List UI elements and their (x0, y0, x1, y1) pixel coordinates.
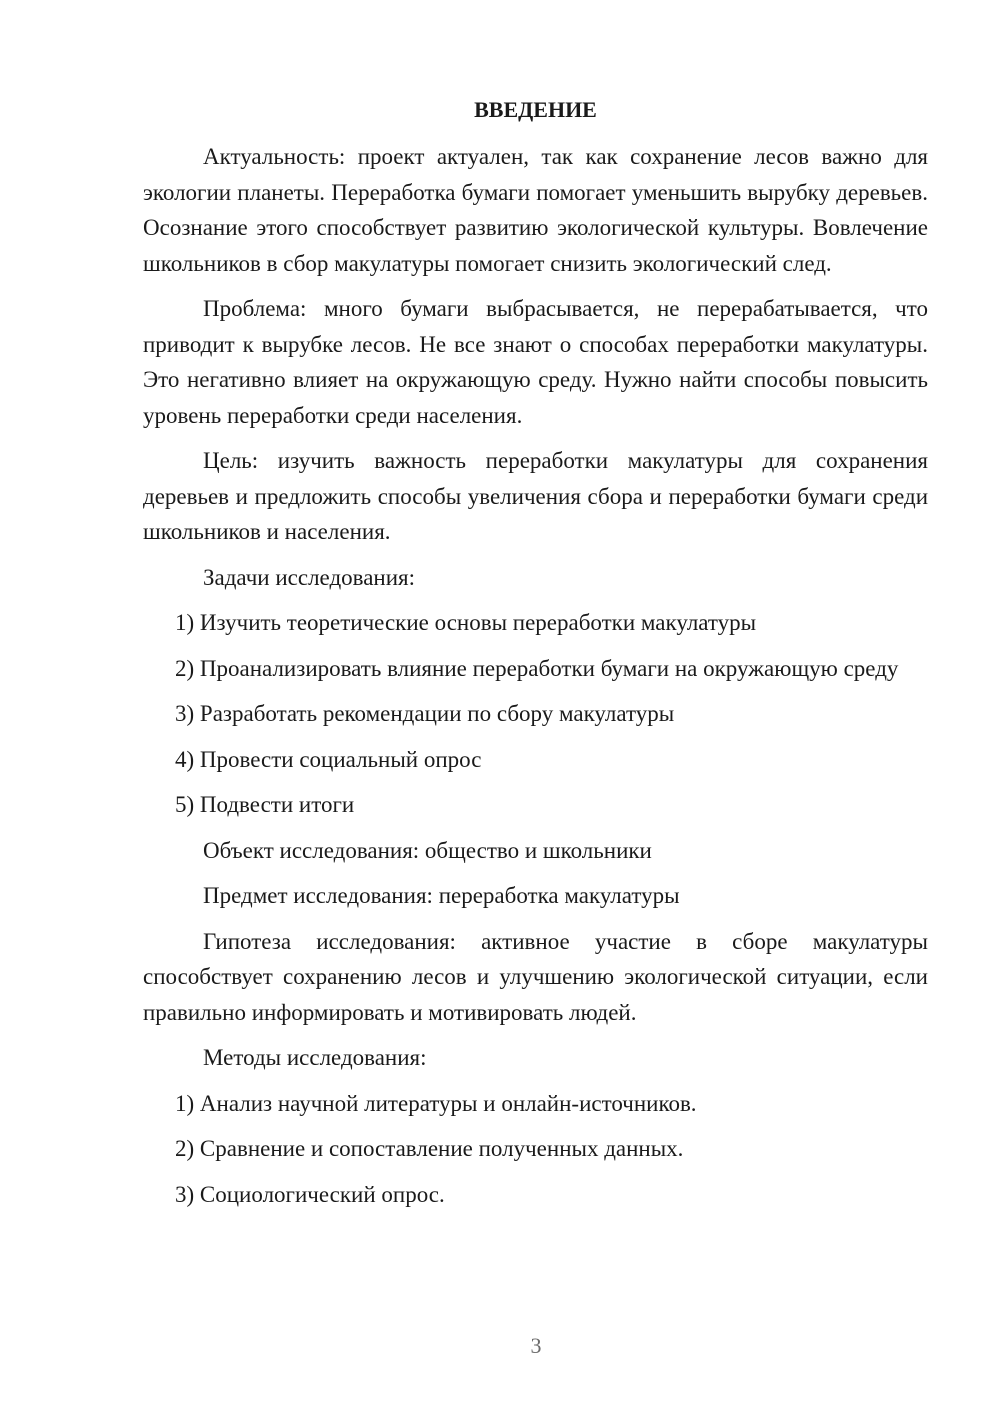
subject-line: Предмет исследования: переработка макулатуры (203, 883, 680, 908)
section-heading: ВВЕДЕНИЕ (474, 97, 597, 122)
document-page (143, 92, 928, 1222)
hypothesis-paragraph: Гипотеза исследования: активное участие в сборе макулатуры способствует сохранению лесов и улучшению экологической ситуации, если правильно информировать и мотивировать людей. (143, 928, 928, 1025)
page-number: 3 (530, 1333, 542, 1358)
relevance-paragraph: Актуальность: проект актуален, так как сохранение лесов важно для экологии планеты. Переработка бумаги помогает уменьшить вырубку деревьев. Осознание этого способствует развитию экологической культуры. Вовлечение школьников в сбор макулатуры помогает снизить экологический след. (143, 144, 928, 276)
methods-title: Методы исследования: (203, 1045, 427, 1070)
tasks-title: Задачи исследования: (203, 564, 416, 590)
method-item: 2) Сравнение и сопоставление полученных данных. (175, 1136, 684, 1161)
object-line: Объект исследования: общество и школьники (203, 837, 652, 863)
task-item: 1) Изучить теоретические основы переработки макулатуры (175, 610, 757, 635)
problem-paragraph: Проблема: много бумаги выбрасывается, не перерабатывается, что приводит к вырубке лесов. Не все знают о способах переработки макулатуры. Это негативно влияет на окружающую среду. Нужно найти способы повысить уровень переработки среди населения. (143, 296, 928, 428)
task-item: 3) Разработать рекомендации по сбору макулатуры (175, 701, 675, 726)
goal-paragraph: Цель: изучить важность переработки макулатуры для сохранения деревьев и предложить способы увеличения сбора и переработки бумаги среди школьников и населения. (143, 448, 928, 544)
method-item: 3) Социологический опрос. (175, 1181, 445, 1207)
task-item: 5) Подвести итоги (175, 792, 355, 817)
task-item: 4) Провести социальный опрос (175, 746, 482, 772)
task-item: 2) Проанализировать влияние переработки бумаги на окружающую среду (175, 655, 899, 681)
method-item: 1) Анализ научной литературы и онлайн-источников. (175, 1090, 697, 1116)
